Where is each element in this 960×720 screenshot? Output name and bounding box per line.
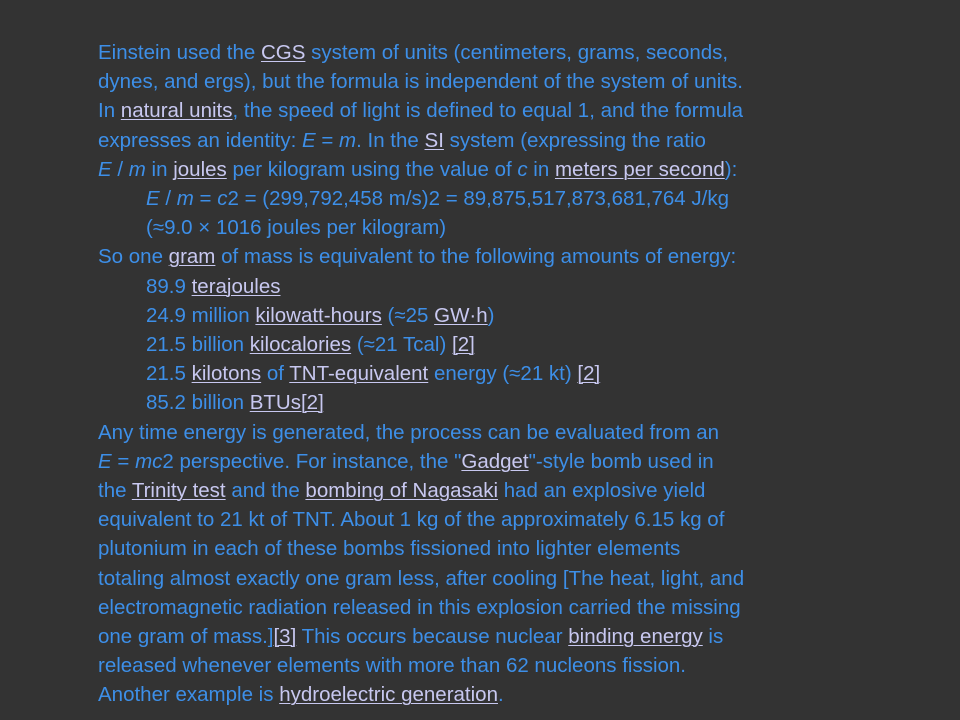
text-run: /: [159, 187, 177, 210]
italic-symbol: E: [98, 157, 112, 181]
text-run: one gram of mass.]: [98, 625, 274, 648]
text-run: Any time energy is generated, the process can be evaluated from an: [98, 420, 720, 444]
text-run: equivalent to 21 kt of TNT. About 1 kg of the approximately 6.15 kg of: [98, 508, 725, 532]
text-line: [98, 593, 741, 622]
text-line: [98, 242, 736, 271]
text-run: in: [145, 157, 174, 181]
text-line: [146, 184, 729, 213]
text-run: dynes, and ergs), but the formula is independent of the system of units.: [98, 70, 743, 94]
hyperlink[interactable]: meters per second: [554, 157, 725, 181]
text-line: [146, 301, 495, 330]
text-run: ):: [724, 157, 738, 181]
hyperlink[interactable]: kilotons: [191, 362, 262, 386]
text-run: 21.5: [146, 362, 192, 386]
text-run: is: [702, 625, 724, 648]
text-line: [98, 534, 680, 563]
hyperlink[interactable]: BTUs[2]: [249, 391, 324, 415]
hyperlink[interactable]: natural units: [120, 99, 233, 123]
text-run: in: [527, 157, 555, 181]
text-run: =: [111, 449, 136, 473]
text-run: system (expressing the ratio: [443, 128, 706, 152]
hyperlink[interactable]: kilocalories: [249, 333, 352, 356]
hyperlink[interactable]: kilowatt-hours: [255, 303, 382, 327]
text-run: ): [487, 303, 495, 327]
text-run: 24.9 million: [146, 303, 256, 327]
italic-symbol: m: [176, 187, 194, 210]
text-run: , the speed of light is defined to equal 1, and the formula: [232, 99, 744, 123]
text-run: electromagnetic radiation released in this explosion carried the missing: [98, 595, 741, 619]
text-line: [146, 330, 475, 359]
text-run: Einstein used the: [98, 41, 261, 64]
hyperlink[interactable]: [2]: [452, 333, 475, 356]
hyperlink[interactable]: TNT-equivalent: [289, 362, 429, 386]
text-run: released whenever elements with more than 62 nucleons fission.: [98, 654, 686, 678]
hyperlink[interactable]: bombing of Nagasaki: [305, 479, 499, 502]
text-run: =: [193, 187, 218, 210]
hyperlink[interactable]: joules: [173, 157, 227, 181]
text-run: =: [315, 128, 340, 152]
text-run: Another example is: [98, 683, 280, 707]
italic-symbol: m: [339, 128, 357, 152]
text-run: So one: [98, 245, 169, 269]
text-run: per kilogram using the value of: [226, 157, 518, 181]
text-line: [98, 96, 743, 125]
italic-symbol: E: [98, 449, 112, 473]
text-line: [98, 155, 737, 184]
text-run: (≈25: [381, 303, 435, 327]
text-run: (≈21 Tcal): [351, 333, 453, 356]
hyperlink[interactable]: [2]: [577, 362, 601, 386]
text-run: had an explosive yield: [498, 479, 706, 502]
hyperlink[interactable]: terajoules: [191, 274, 281, 298]
text-run: 85.2 billion: [146, 391, 250, 415]
text-line: [146, 388, 324, 417]
hyperlink[interactable]: CGS: [260, 41, 306, 64]
text-line: [98, 67, 743, 96]
text-run: 21.5 billion: [146, 333, 250, 356]
text-line: [98, 476, 705, 505]
text-run: 2 = (299,792,458 m/s)2 = 89,875,517,873,681,764 J/kg: [227, 187, 729, 210]
text-run: In: [98, 99, 121, 123]
italic-symbol: c: [517, 157, 528, 181]
text-run: This occurs because nuclear: [296, 625, 569, 648]
text-run: /: [111, 157, 129, 181]
hyperlink[interactable]: SI: [424, 128, 444, 152]
text-run: 2 perspective. For instance, the ": [162, 449, 462, 473]
text-run: . In the: [356, 128, 425, 152]
text-run: energy (≈21 kt): [428, 362, 578, 386]
hyperlink[interactable]: hydroelectric generation: [279, 683, 498, 707]
text-run: the: [98, 479, 132, 502]
italic-symbol: mc: [135, 449, 163, 473]
italic-symbol: E: [301, 128, 316, 152]
text-run: plutonium in each of these bombs fissioned into lighter elements: [98, 537, 681, 561]
text-line: [98, 680, 504, 709]
hyperlink[interactable]: Gadget: [461, 449, 529, 473]
text-line: [98, 622, 723, 651]
hyperlink[interactable]: Trinity test: [131, 479, 226, 502]
text-run: 89.9: [146, 274, 192, 298]
text-run: expresses an identity:: [98, 128, 302, 152]
text-run: "-style bomb used in: [528, 449, 714, 473]
italic-symbol: c: [217, 187, 228, 210]
text-line: [98, 651, 686, 680]
italic-symbol: m: [128, 157, 146, 181]
hyperlink[interactable]: gram: [168, 245, 216, 269]
text-line: [98, 447, 714, 476]
text-run: totaling almost exactly one gram less, after cooling [The heat, light, and: [98, 566, 745, 590]
text-run: and the: [225, 479, 306, 502]
text-run: system of units (centimeters, grams, seconds,: [305, 41, 729, 64]
text-run: (≈9.0 × 1016 joules per kilogram): [146, 216, 447, 240]
text-line: [146, 359, 600, 388]
text-line: [98, 126, 706, 155]
hyperlink[interactable]: [3]: [273, 625, 297, 648]
text-line: [98, 564, 744, 593]
hyperlink[interactable]: GW·h: [434, 303, 488, 327]
text-run: .: [497, 683, 504, 707]
hyperlink[interactable]: binding energy: [568, 625, 703, 648]
text-line: [98, 38, 728, 67]
text-run: of: [261, 362, 290, 386]
text-line: [98, 505, 724, 534]
text-run: of mass is equivalent to the following amounts of energy:: [215, 245, 737, 269]
text-line: [146, 213, 446, 242]
text-line: [98, 418, 719, 447]
italic-symbol: E: [146, 187, 160, 210]
text-line: [146, 272, 281, 301]
